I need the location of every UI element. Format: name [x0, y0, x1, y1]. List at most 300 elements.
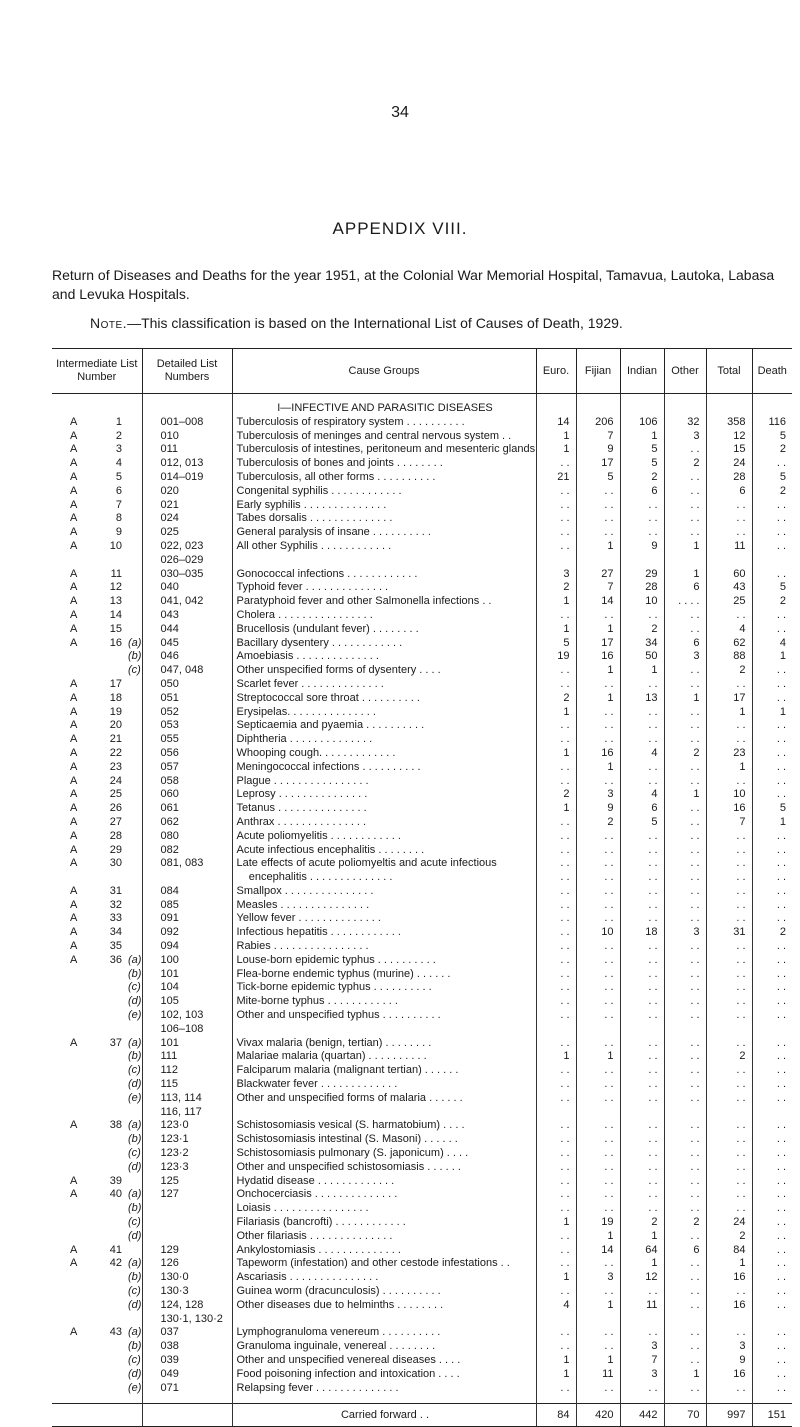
list-letter: A [70, 912, 78, 925]
list-number: 42 [109, 1257, 122, 1270]
list-sub: (c) [128, 1353, 141, 1366]
cell-total: 43 [706, 581, 752, 595]
cell-indian: . . [620, 761, 664, 775]
cause-group: Tuberculosis of meninges and central nervous system . . [232, 430, 536, 444]
cause-group: Schistosomiasis vesical (S. harmatobium) . . . . [232, 1119, 536, 1133]
detailed-numbers: 092 [142, 926, 232, 940]
cell-fijian: 1 [576, 540, 620, 554]
cell-total: . . [706, 871, 752, 885]
page-number: 34 [391, 104, 409, 121]
cause-group: Brucellosis (undulant fever) . . . . . . . . [232, 623, 536, 637]
table-row [52, 430, 792, 444]
cell-death: . . [752, 1299, 792, 1313]
total-other: 70 [664, 1404, 706, 1427]
list-number: 30 [109, 857, 122, 870]
intermediate-number [52, 775, 142, 789]
detailed-numbers: 123·2 [142, 1147, 232, 1161]
list-number: 25 [109, 788, 122, 801]
table-row [52, 1037, 792, 1051]
cell-indian: . . [620, 1326, 664, 1340]
detailed-numbers: 101 [142, 968, 232, 982]
intermediate-number [52, 443, 142, 457]
cell-other: . . [664, 1202, 706, 1216]
header-other: Other [664, 349, 706, 394]
cause-group: Streptococcal sore throat . . . . . . . . . . [232, 692, 536, 706]
cell-other: . . [664, 1382, 706, 1396]
cell-indian: 2 [620, 1216, 664, 1230]
cell-euro: . . [536, 1161, 576, 1175]
table-row [52, 912, 792, 926]
cell-euro: . . [536, 857, 576, 871]
cell-fijian: . . [576, 912, 620, 926]
cell-indian: . . [620, 512, 664, 526]
list-letter: A [70, 443, 78, 456]
cell-total: . . [706, 1382, 752, 1396]
cell-indian: 13 [620, 692, 664, 706]
intermediate-number [52, 650, 142, 664]
cause-group: Flea-borne endemic typhus (murine) . . . . . . [232, 968, 536, 982]
intermediate-number [52, 844, 142, 858]
intermediate-number [52, 1119, 142, 1133]
cell-death: . . [752, 1133, 792, 1147]
cell-other: . . [664, 1037, 706, 1051]
cell-other: . . [664, 1326, 706, 1340]
cell-euro: . . [536, 457, 576, 471]
cell-euro: . . [536, 844, 576, 858]
cell-euro: . . [536, 816, 576, 830]
intermediate-number [52, 1271, 142, 1285]
cell-indian: 1 [620, 664, 664, 678]
cell-death: . . [752, 857, 792, 871]
table-row [52, 940, 792, 954]
intermediate-number [52, 830, 142, 844]
cell-total: 16 [706, 802, 752, 816]
intermediate-number [52, 954, 142, 968]
cell-total: . . [706, 899, 752, 913]
detailed-numbers: 011 [142, 443, 232, 457]
total-label: Carried forward . . [232, 1404, 536, 1427]
cell-death: . . [752, 1188, 792, 1202]
detailed-numbers: 050 [142, 678, 232, 692]
cell-fijian: . . [576, 1382, 620, 1396]
list-letter: A [70, 581, 78, 594]
cell-death: . . [752, 995, 792, 1009]
list-number: 29 [109, 843, 122, 856]
intermediate-number [52, 1092, 142, 1106]
cause-group: Hydatid disease . . . . . . . . . . . . . [232, 1175, 536, 1189]
cell-total: 12 [706, 430, 752, 444]
cell-death: . . [752, 692, 792, 706]
cell-euro: . . [536, 1285, 576, 1299]
list-letter: A [70, 829, 78, 842]
cell-total: . . [706, 995, 752, 1009]
detailed-numbers: 125 [142, 1175, 232, 1189]
cell-euro: . . [536, 1188, 576, 1202]
cell-euro: 21 [536, 471, 576, 485]
table-row [52, 1147, 792, 1161]
list-sub: (c) [128, 664, 141, 677]
cell-total: 17 [706, 692, 752, 706]
cause-group: Filariasis (bancrofti) . . . . . . . . . . . . [232, 1216, 536, 1230]
cell-other: . . [664, 526, 706, 540]
cell-euro: . . [536, 1230, 576, 1244]
table-row [52, 581, 792, 595]
cell-euro: . . [536, 995, 576, 1009]
table-row [52, 443, 792, 457]
cell-euro: . . [536, 871, 576, 885]
cell-fijian: 1 [576, 664, 620, 678]
intermediate-number [52, 761, 142, 775]
cause-group: Typhoid fever . . . . . . . . . . . . . . [232, 581, 536, 595]
list-letter: A [70, 1243, 78, 1256]
cell-indian: 29 [620, 568, 664, 582]
header-detailed: Detailed List Numbers [142, 349, 232, 394]
cause-group: Cholera . . . . . . . . . . . . . . . . [232, 609, 536, 623]
header-euro: Euro. [536, 349, 576, 394]
cell-indian [620, 1023, 664, 1037]
intermediate-number [52, 678, 142, 692]
cell-fijian: 1 [576, 623, 620, 637]
total-total: 997 [706, 1404, 752, 1427]
cause-group: Other and unspecified venereal diseases . . . . [232, 1354, 536, 1368]
list-letter: A [70, 1174, 78, 1187]
cell-indian: . . [620, 1064, 664, 1078]
intermediate-number [52, 526, 142, 540]
cell-other: . . [664, 1299, 706, 1313]
table-header [52, 349, 792, 394]
detailed-numbers: 021 [142, 499, 232, 513]
cell-death: . . [752, 1147, 792, 1161]
list-letter: A [70, 815, 78, 828]
table-row [52, 844, 792, 858]
cell-other [664, 1106, 706, 1120]
list-letter: A [70, 705, 78, 718]
cell-euro: . . [536, 1340, 576, 1354]
cell-death: 5 [752, 430, 792, 444]
cell-death: . . [752, 733, 792, 747]
cell-death [752, 1106, 792, 1120]
list-sub: (b) [128, 1271, 142, 1284]
list-number: 33 [109, 912, 122, 925]
list-letter: A [70, 802, 78, 815]
cell-total: 1 [706, 761, 752, 775]
table-row [52, 816, 792, 830]
cell-total: . . [706, 1009, 752, 1023]
cause-group: Congenital syphilis . . . . . . . . . . . . [232, 485, 536, 499]
table-row [52, 609, 792, 623]
table-row [52, 954, 792, 968]
cell-euro: . . [536, 485, 576, 499]
cell-fijian: . . [576, 609, 620, 623]
intermediate-number [52, 1050, 142, 1064]
cause-group: Erysipelas. . . . . . . . . . . . . . . [232, 706, 536, 720]
detailed-numbers: 082 [142, 844, 232, 858]
cell-euro: 1 [536, 747, 576, 761]
intermediate-number [52, 554, 142, 568]
cause-group: Anthrax . . . . . . . . . . . . . . . [232, 816, 536, 830]
cell-other: . . [664, 733, 706, 747]
cause-group: Meningococcal infections . . . . . . . . . . [232, 761, 536, 775]
cause-group: Mite-borne typhus . . . . . . . . . . . . [232, 995, 536, 1009]
list-letter: A [70, 1119, 78, 1132]
list-number: 36 [109, 953, 122, 966]
cell-death: . . [752, 623, 792, 637]
cell-fijian: . . [576, 1257, 620, 1271]
cell-other: . . [664, 1078, 706, 1092]
cause-group: Tuberculosis of respiratory system . . . . . . . . . . [232, 416, 536, 430]
table-row [52, 1382, 792, 1396]
appendix-title: APPENDIX VIII. [332, 219, 468, 238]
cell-total: . . [706, 885, 752, 899]
detailed-numbers: 126 [142, 1257, 232, 1271]
detailed-numbers: 040 [142, 581, 232, 595]
cause-group: Relapsing fever . . . . . . . . . . . . . . [232, 1382, 536, 1396]
table-row [52, 637, 792, 651]
cell-indian: 50 [620, 650, 664, 664]
cell-total: 24 [706, 1216, 752, 1230]
cell-indian: . . [620, 775, 664, 789]
cause-group [232, 1313, 536, 1327]
cause-group: Other and unspecified schistosomiasis . . . . . . [232, 1161, 536, 1175]
table-row [52, 568, 792, 582]
cell-other [664, 1023, 706, 1037]
cell-indian: 18 [620, 926, 664, 940]
cell-indian: 10 [620, 595, 664, 609]
cell-death: . . [752, 1119, 792, 1133]
cell-euro: . . [536, 526, 576, 540]
cell-fijian: . . [576, 857, 620, 871]
detailed-numbers: 091 [142, 912, 232, 926]
cell-total: . . [706, 1092, 752, 1106]
cell-other: . . [664, 1092, 706, 1106]
cell-death: . . [752, 1354, 792, 1368]
cell-other: . . [664, 471, 706, 485]
cell-total: . . [706, 1119, 752, 1133]
cell-death [752, 1023, 792, 1037]
cell-death: . . [752, 1037, 792, 1051]
cause-group: Other and unspecified forms of malaria . . . . . . [232, 1092, 536, 1106]
table-row [52, 871, 792, 885]
cell-euro: 2 [536, 581, 576, 595]
table-row [52, 471, 792, 485]
cell-total: 9 [706, 1354, 752, 1368]
cell-euro: 1 [536, 623, 576, 637]
intermediate-number [52, 995, 142, 1009]
cell-total: . . [706, 968, 752, 982]
list-letter: A [70, 1257, 78, 1270]
cell-total [706, 1106, 752, 1120]
list-letter: A [70, 940, 78, 953]
cell-total: . . [706, 1037, 752, 1051]
cause-group: Tuberculosis of intestines, peritoneum and mesenteric glands [232, 443, 536, 457]
intermediate-number [52, 1340, 142, 1354]
cell-euro: . . [536, 981, 576, 995]
cell-indian: . . [620, 912, 664, 926]
list-number: 37 [109, 1036, 122, 1049]
detailed-numbers: 024 [142, 512, 232, 526]
header-indian: Indian [620, 349, 664, 394]
detailed-numbers: 022, 023 [142, 540, 232, 554]
intermediate-number [52, 940, 142, 954]
cell-indian: . . [620, 1119, 664, 1133]
cell-fijian: . . [576, 940, 620, 954]
cell-total: . . [706, 1202, 752, 1216]
cell-other: . . [664, 623, 706, 637]
cell-total: . . [706, 678, 752, 692]
table-row [52, 512, 792, 526]
cell-fijian: . . [576, 1119, 620, 1133]
header-intermediate: Intermediate List Number [52, 349, 142, 394]
cause-group: Septicaemia and pyaemia . . . . . . . . . . [232, 719, 536, 733]
cause-group [232, 1023, 536, 1037]
table-row [52, 499, 792, 513]
cell-euro: . . [536, 1244, 576, 1258]
table-row [52, 554, 792, 568]
cell-death: 2 [752, 485, 792, 499]
cell-fijian: 9 [576, 802, 620, 816]
intermediate-number [52, 1244, 142, 1258]
list-sub: (c) [128, 1285, 141, 1297]
cell-indian: . . [620, 1050, 664, 1064]
cell-indian: 12 [620, 1271, 664, 1285]
cell-total: 16 [706, 1299, 752, 1313]
cell-indian: . . [620, 678, 664, 692]
cell-fijian: 16 [576, 747, 620, 761]
cell-death: 2 [752, 443, 792, 457]
cause-group: Loiasis . . . . . . . . . . . . . . . . [232, 1202, 536, 1216]
list-number: 14 [109, 608, 122, 621]
cause-group: Lymphogranuloma venereum . . . . . . . . . . [232, 1326, 536, 1340]
list-letter: A [70, 898, 78, 911]
cell-euro: 2 [536, 692, 576, 706]
disease-table [52, 348, 792, 1427]
cell-fijian: 206 [576, 416, 620, 430]
detailed-numbers: 123·1 [142, 1133, 232, 1147]
cause-group: Blackwater fever . . . . . . . . . . . . . [232, 1078, 536, 1092]
cell-euro: 1 [536, 802, 576, 816]
list-letter: A [70, 843, 78, 856]
cause-group: Tabes dorsalis . . . . . . . . . . . . . . [232, 512, 536, 526]
list-letter: A [70, 884, 78, 897]
cell-death: . . [752, 526, 792, 540]
intermediate-number [52, 1313, 142, 1327]
list-number: 41 [109, 1243, 122, 1256]
cause-group: Amoebiasis . . . . . . . . . . . . . . [232, 650, 536, 664]
list-letter: A [70, 1326, 78, 1339]
intermediate-number [52, 1382, 142, 1396]
list-number: 22 [109, 746, 122, 759]
section-title: I—INFECTIVE AND PARASITIC DISEASES [232, 402, 536, 416]
list-sub: (d) [128, 1229, 142, 1242]
cause-group: Rabies . . . . . . . . . . . . . . . . [232, 940, 536, 954]
cell-total: 2 [706, 1230, 752, 1244]
cause-group: Infectious hepatitis . . . . . . . . . . . . [232, 926, 536, 940]
list-number: 1 [115, 415, 122, 428]
list-number: 9 [115, 526, 122, 539]
list-letter: A [70, 622, 78, 635]
detailed-numbers: 111 [142, 1050, 232, 1064]
table-row [52, 733, 792, 747]
cell-euro: 4 [536, 1299, 576, 1313]
cell-death: 4 [752, 637, 792, 651]
table-row [52, 678, 792, 692]
list-sub: (d) [128, 1298, 142, 1311]
cause-group: Schistosomiasis pulmonary (S. japonicum) . . . . [232, 1147, 536, 1161]
list-letter: A [70, 1036, 78, 1049]
cause-group: Other and unspecified typhus . . . . . . . . . . [232, 1009, 536, 1023]
table-row [52, 857, 792, 871]
list-letter: A [70, 429, 78, 442]
cell-death: . . [752, 968, 792, 982]
detailed-numbers: 116, 117 [142, 1106, 232, 1120]
cell-euro: . . [536, 1147, 576, 1161]
header-total: Total [706, 349, 752, 394]
cell-other: . . [664, 499, 706, 513]
cell-other: . . [664, 940, 706, 954]
cell-fijian: . . [576, 485, 620, 499]
table-row [52, 968, 792, 982]
detailed-numbers: 094 [142, 940, 232, 954]
cell-fijian: 5 [576, 471, 620, 485]
table-row [52, 802, 792, 816]
cell-fijian: . . [576, 526, 620, 540]
cell-total: . . [706, 1133, 752, 1147]
intermediate-number [52, 457, 142, 471]
cause-group: Whooping cough. . . . . . . . . . . . . [232, 747, 536, 761]
cell-euro: 1 [536, 430, 576, 444]
list-number: 34 [109, 926, 122, 939]
detailed-numbers: 026–029 [142, 554, 232, 568]
cause-group: Tick-borne epidemic typhus . . . . . . . . . . [232, 981, 536, 995]
cell-death: 1 [752, 816, 792, 830]
cell-death: 5 [752, 802, 792, 816]
cell-fijian: . . [576, 719, 620, 733]
cell-death: . . [752, 1244, 792, 1258]
intermediate-number [52, 1175, 142, 1189]
cell-total: 23 [706, 747, 752, 761]
table-row [52, 485, 792, 499]
cell-indian: . . [620, 857, 664, 871]
cause-group: Bacillary dysentery . . . . . . . . . . . . [232, 637, 536, 651]
list-number: 12 [109, 581, 122, 594]
cell-euro [536, 1106, 576, 1120]
cell-fijian: 3 [576, 788, 620, 802]
intermediate-number [52, 692, 142, 706]
cell-total: 2 [706, 1050, 752, 1064]
cell-fijian: 1 [576, 761, 620, 775]
intermediate-number [52, 1009, 142, 1023]
cell-fijian: 11 [576, 1368, 620, 1382]
cell-death: . . [752, 1050, 792, 1064]
cell-total: 25 [706, 595, 752, 609]
intermediate-number [52, 1202, 142, 1216]
cell-death: 1 [752, 650, 792, 664]
intermediate-number [52, 609, 142, 623]
cell-fijian: . . [576, 1092, 620, 1106]
detailed-numbers: 102, 103 [142, 1009, 232, 1023]
list-sub: (a) [128, 1257, 142, 1270]
cause-group: Louse-born epidemic typhus . . . . . . . . . . [232, 954, 536, 968]
cell-other: . . [664, 1009, 706, 1023]
cause-group: Ascariasis . . . . . . . . . . . . . . . [232, 1271, 536, 1285]
cell-death: . . [752, 1382, 792, 1396]
cell-fijian: . . [576, 968, 620, 982]
intermediate-number [52, 1354, 142, 1368]
table-row [52, 650, 792, 664]
cause-group: Scarlet fever . . . . . . . . . . . . . . [232, 678, 536, 692]
header-cause: Cause Groups [232, 349, 536, 394]
cell-fijian: . . [576, 1064, 620, 1078]
